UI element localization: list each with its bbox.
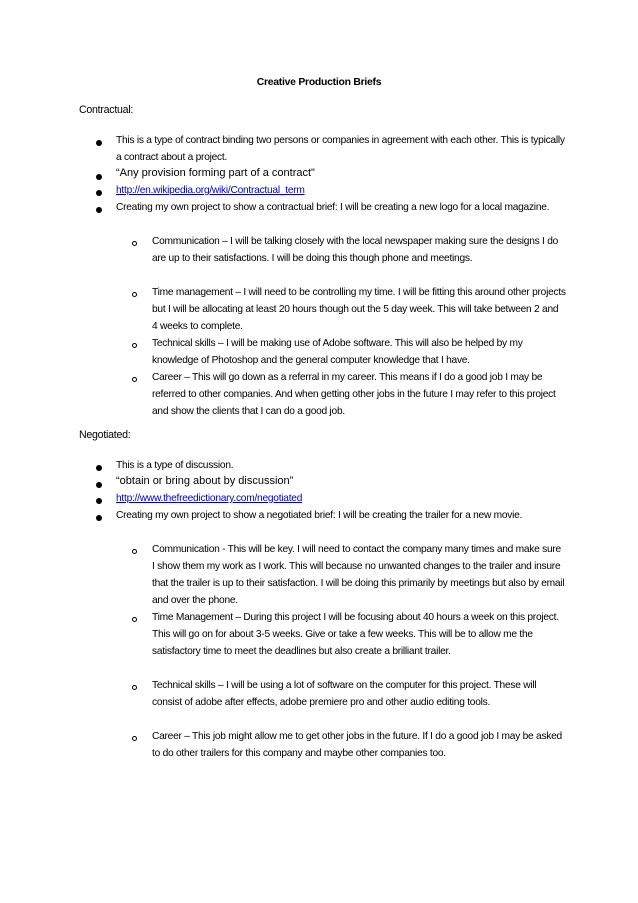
list-item: Creating my own project to show a negotiated brief: I will be creating the trailer for a new movie. <box>116 510 523 521</box>
sub-list-item: Time Management – During this project I will be focusing about 40 hours a week on this project. This will go on for about 3-5 weeks. Give or take a few weeks. This will be to allow me the satisfactory time to meet the deadlines but also create a brilliant trailer. <box>152 612 559 657</box>
sub-bullet-icon <box>132 241 137 246</box>
contractual-term-link[interactable]: http://en.wikipedia.org/wiki/Contractual_term <box>116 185 305 196</box>
sub-list-item: Career – This job might allow me to get other jobs in the future. If I do a good job I may be asked to do other trailers for this company and maybe other companies too. <box>152 731 562 759</box>
sub-bullet-icon <box>132 292 137 297</box>
section-heading-negotiated: Negotiated: <box>79 429 131 441</box>
bullet-icon <box>96 515 102 521</box>
list-item-quote: “Any provision forming part of a contract" <box>116 167 315 179</box>
sub-bullet-icon <box>132 736 137 741</box>
bullet-icon <box>96 207 102 213</box>
bullet-icon <box>96 465 102 471</box>
sub-list-item: Time management – I will need to be controlling my time. I will be fitting this around other projects but I will be allocating at least 20 hours though out the 5 day week. This will take between 2 and 4 weeks to complete. <box>152 287 566 332</box>
bullet-icon <box>96 190 102 196</box>
list-item: Creating my own project to show a contractual brief: I will be creating a new logo for a local magazine. <box>116 202 550 213</box>
sub-bullet-icon <box>132 377 137 382</box>
list-item: This is a type of contract binding two persons or companies in agreement with each other. This is typically a contract about a project. <box>116 135 565 163</box>
sub-list-item: Career – This will go down as a referral in my career. This means if I do a good job I may be referred to other companies. And when getting other jobs in the future I may refer to this project and show the clients that I can do a good job. <box>152 372 556 417</box>
list-item-quote: “obtain or bring about by discussion” <box>116 475 294 487</box>
bullet-icon <box>96 498 102 504</box>
sub-bullet-icon <box>132 549 137 554</box>
sub-list-item: Communication - This will be key. I will need to contact the company many times and make sure I show them my work as I work. This will because no unwanted changes to the trailer and insure that the trailer is up to their satisfaction. I will be doing this primarily by meetings but also by email and over the phone. <box>152 544 565 606</box>
sub-bullet-icon <box>132 685 137 690</box>
section-heading-contractual: Contractual: <box>79 104 134 116</box>
list-item: This is a type of discussion. <box>116 460 234 471</box>
sub-bullet-icon <box>132 343 137 348</box>
freedictionary-link[interactable]: http://www.thefreedictionary.com/negotiated <box>116 493 303 504</box>
bullet-icon <box>96 482 102 488</box>
sub-list-item: Technical skills – I will be making use of Adobe software. This will also be helped by my knowledge of Photoshop and the general computer knowledge that I have. <box>152 338 523 366</box>
bullet-icon <box>96 174 102 180</box>
sub-list-item: Technical skills – I will be using a lot of software on the computer for this project. These will consist of adobe after effects, adobe premiere pro and other audio editing tools. <box>152 680 537 708</box>
page-title: Creative Production Briefs <box>256 77 382 88</box>
sub-bullet-icon <box>132 617 137 622</box>
bullet-icon <box>96 140 102 146</box>
sub-list-item: Communication – I will be talking closely with the local newspaper making sure the designs I do are up to their satisfactions. I will be doing this though phone and meetings. <box>152 236 559 264</box>
